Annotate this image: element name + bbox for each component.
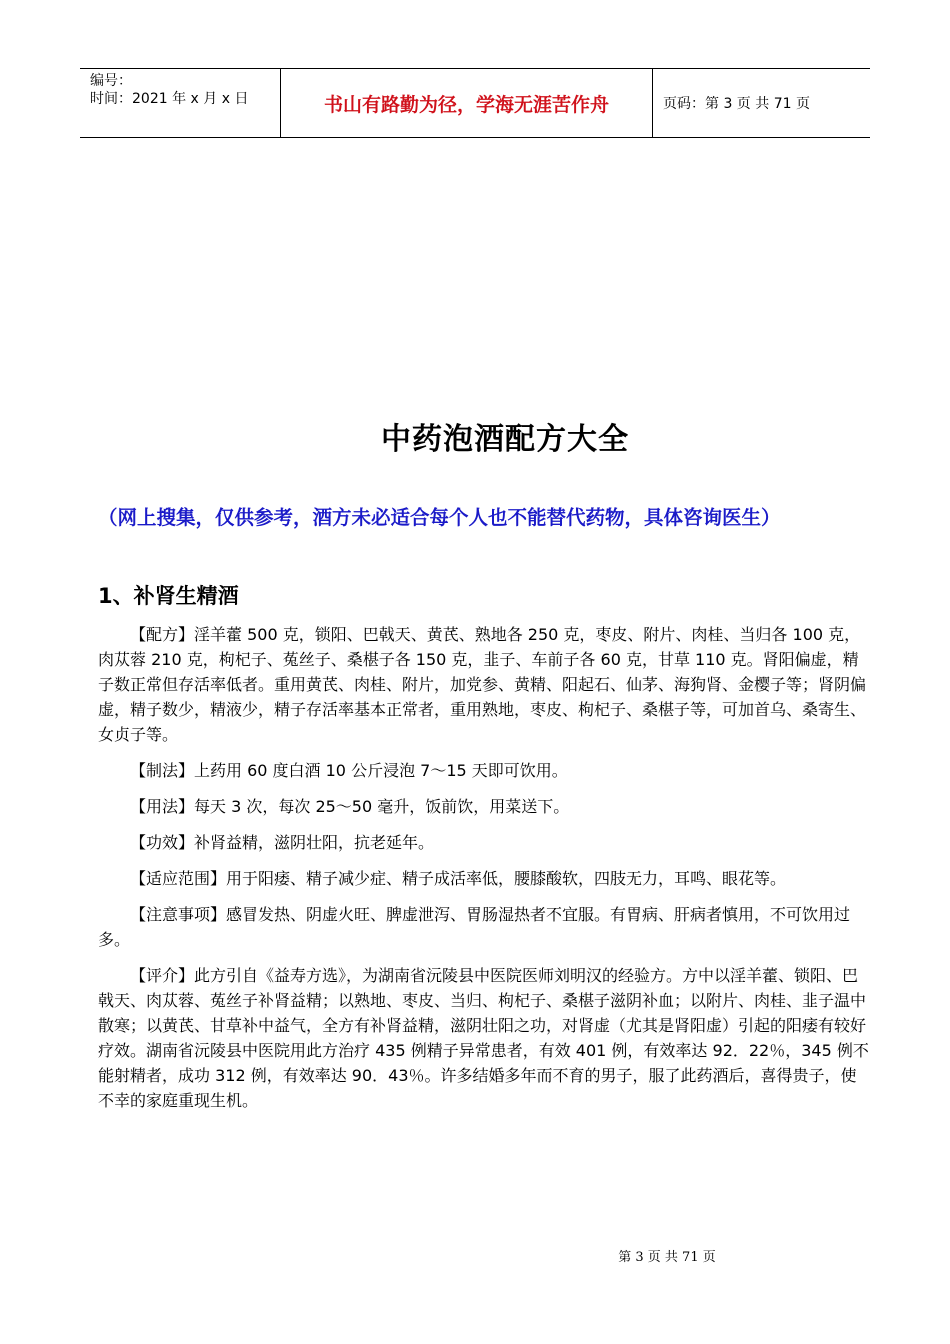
header-motto-cell — [281, 69, 653, 137]
document-subtitle: （网上搜集，仅供参考，酒方未必适合每个人也不能替代药物，具体咨询医生） — [98, 506, 781, 529]
document-number-label: 编号： — [90, 73, 132, 89]
paragraph-review: 【评介】此方引自《益寿方选》，为湖南省沅陵县中医院医师刘明汉的经验方。方中以淫羊藿、锁阳、巴戟天、肉苁蓉、菟丝子补肾益精；以熟地、枣皮、当归、枸杞子、桑椹子滋阴补血；以附片、肉桂、韭子温中散寒；以黄芪、甘草补中益气，全方有补肾益精，滋阴壮阳之功，对肾虚（尤其是肾阳虚）引起的阳痿有较好疗效。湖南省沅陵县中医院用此方治疗 435 例精子异常患者，有效 401 例，有效率达 92．22％，345 例不能射精者，成功 312 例，有效率达 90．43％。许多结婚多年而不育的男子，服了此药酒后，喜得贵子，使不幸的家庭重现生机。 — [98, 966, 869, 1110]
header-page-info: 页码：第 3 页 共 71 页 — [663, 96, 810, 112]
page-footer: 第 3 页 共 71 页 — [618, 1250, 716, 1265]
header-meta-cell — [80, 69, 281, 137]
paragraph-indications: 【适应范围】用于阳痿、精子减少症、精子成活率低，腰膝酸软，四肢无力，耳鸣、眼花等。 — [130, 869, 787, 888]
header-page-cell — [653, 69, 870, 137]
header-motto: 书山有路勤为径，学海无涯苦作舟 — [323, 93, 609, 116]
paragraph-formula: 【配方】淫羊藿 500 克，锁阳、巴戟天、黄芪、熟地各 250 克，枣皮、附片、肉桂、当归各 100 克，肉苁蓉 210 克，枸杞子、菟丝子、桑椹子各 150 克，韭子、车前子各 60 克，甘草 110 克。肾阳偏虚，精子数正常但存活率低者。重用黄芪、肉桂、附片，加党参、黄精、阳起石、仙茅、海狗肾、金樱子等；肾阴偏虚，精子数少，精液少，精子存活率基本正常者，重用熟地，枣皮、枸杞子、桑椹子等，可加首乌、桑寄生、女贞子等。 — [98, 625, 867, 744]
section-content — [98, 622, 870, 1124]
paragraph-efficacy: 【功效】补肾益精，滋阴壮阳，抗老延年。 — [130, 833, 435, 852]
document-time: 时间：2021 年 x 月 x 日 — [90, 91, 249, 107]
document-title: 中药泡酒配方大全 — [381, 422, 629, 457]
document-header — [80, 68, 870, 138]
section-heading: 1、补肾生精酒 — [98, 584, 239, 608]
paragraph-usage: 【用法】每天 3 次，每次 25～50 毫升，饭前饮，用菜送下。 — [130, 797, 570, 816]
paragraph-preparation: 【制法】上药用 60 度白酒 10 公斤浸泡 7～15 天即可饮用。 — [130, 761, 568, 780]
paragraph-precautions: 【注意事项】感冒发热、阴虚火旺、脾虚泄泻、胃肠湿热者不宜服。有胃病、肝病者慎用，不可饮用过多。 — [98, 905, 851, 949]
